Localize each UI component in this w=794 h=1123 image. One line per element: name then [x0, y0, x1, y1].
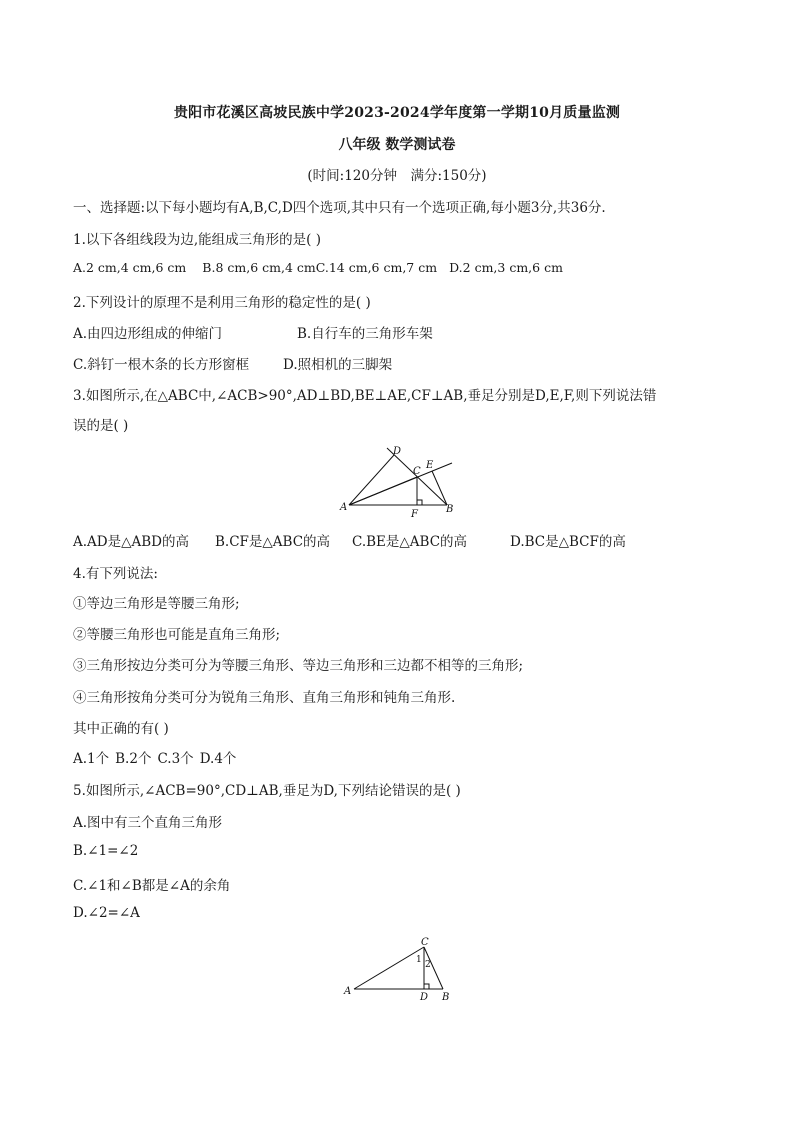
q3-label-e: E	[426, 460, 434, 471]
q4-stem: 4.有下列说法:	[73, 566, 158, 582]
q1-stem: 1.以下各组线段为边,能组成三角形的是( )	[73, 232, 321, 248]
q3-label-f: F	[411, 509, 418, 520]
q3-line-ad	[349, 455, 394, 505]
q5-option-d: D.∠2=∠A	[73, 905, 140, 921]
q3-figure	[335, 440, 465, 522]
q2-options-row2	[73, 353, 392, 373]
q5-label-c: C	[421, 937, 429, 948]
q4-statement-1: ①等边三角形是等腰三角形;	[73, 596, 240, 612]
q3-option-c: C.BE是△ABC的高	[352, 534, 468, 550]
q4-statement-2: ②等腰三角形也可能是直角三角形;	[73, 627, 281, 643]
q3-stem-line2: 误的是( )	[73, 418, 129, 434]
q4-statement-3: ③三角形按边分类可分为等腰三角形、等边三角形和三边都不相等的三角形;	[73, 658, 524, 674]
q2-option-c: C.斜钉一根木条的长方形窗框	[73, 357, 250, 373]
q2-stem: 2.下列设计的原理不是利用三角形的稳定性的是( )	[73, 295, 371, 311]
q3-option-d: D.BC是△BCF的高	[510, 534, 626, 550]
q4-option-b: B.2个	[115, 751, 152, 767]
q5-label-2: 2	[425, 960, 431, 970]
q3-label-a: A	[340, 502, 348, 513]
q2-options-row1	[73, 322, 433, 342]
q2-option-a: A.由四边形组成的伸缩门	[73, 326, 223, 342]
q5-label-1: 1	[416, 955, 422, 965]
q3-right-angle-f	[417, 500, 422, 505]
q5-option-b: B.∠1=∠2	[73, 843, 139, 859]
q1-options	[73, 260, 563, 275]
exam-subtitle: 八年级 数学测试卷	[338, 137, 456, 153]
q3-line-be	[432, 471, 447, 505]
q3-label-d: D	[393, 446, 402, 457]
q4-option-c: C.3个	[157, 751, 194, 767]
q4-options	[73, 747, 236, 767]
q1-option-b: B.8 cm,6 cm,4 cm	[202, 260, 316, 275]
q4-option-a: A.1个	[73, 751, 110, 767]
q5-line-ac	[354, 947, 424, 989]
q5-option-a: A.图中有三个直角三角形	[73, 815, 223, 831]
q5-right-angle-d	[424, 984, 429, 989]
q5-stem: 5.如图所示,∠ACB=90°,CD⊥AB,垂足为D,下列结论错误的是( )	[73, 783, 461, 799]
q1-option-c: C.14 cm,6 cm,7 cm	[315, 260, 438, 275]
q3-options	[73, 530, 626, 550]
q5-label-b: B	[442, 992, 450, 1003]
section-heading: 一、选择题:以下每小题均有A,B,C,D四个选项,其中只有一个选项正确,每小题3分,共36分.	[73, 200, 606, 216]
q5-figure	[340, 932, 460, 1004]
q5-label-a: A	[344, 986, 352, 997]
q1-option-d: D.2 cm,3 cm,6 cm	[449, 260, 563, 275]
q4-option-d: D.4个	[199, 751, 237, 767]
q2-option-d: D.照相机的三脚架	[283, 357, 393, 373]
q2-option-b: B.自行车的三角形车架	[297, 326, 433, 342]
q3-option-a: A.AD是△ABD的高	[73, 534, 189, 550]
q3-label-c: C	[413, 466, 421, 477]
q3-stem-line1: 3.如图所示,在△ABC中,∠ACB>90°,AD⊥BD,BE⊥AE,CF⊥AB,垂足分别是D,E,F,则下列说法错	[73, 388, 657, 404]
q4-ask: 其中正确的有( )	[73, 721, 169, 737]
q3-line-ac	[349, 477, 417, 505]
exam-meta: (时间:120分钟 满分:150分)	[307, 168, 487, 184]
q3-label-b: B	[446, 504, 454, 515]
q3-option-b: B.CF是△ABC的高	[215, 534, 331, 550]
q4-statement-4: ④三角形按角分类可分为锐角三角形、直角三角形和钝角三角形.	[73, 690, 456, 706]
q1-option-a: A.2 cm,4 cm,6 cm	[73, 260, 187, 275]
q5-label-d: D	[420, 992, 429, 1003]
q5-option-c: C.∠1和∠B都是∠A的余角	[73, 878, 231, 894]
exam-title: 贵阳市花溪区高坡民族中学2023-2024学年度第一学期10月质量监测	[173, 105, 621, 121]
